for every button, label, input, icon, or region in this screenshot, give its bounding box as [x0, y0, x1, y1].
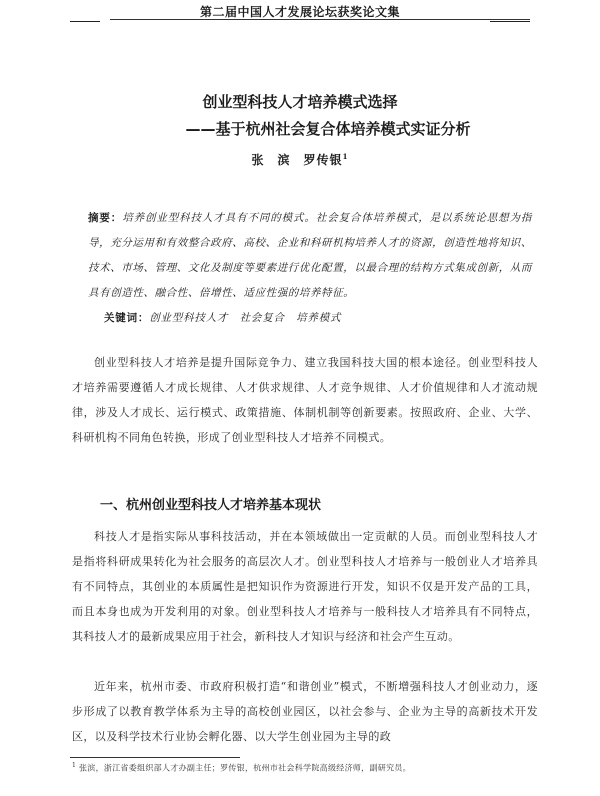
header-rule-left — [70, 21, 100, 22]
footnote-text: 张滨，浙江省委组织部人才办副主任；罗传银，杭州市社会科学院高级经济师，副研究员。 — [78, 763, 411, 773]
paper-subtitle: ——基于杭州社会复合体培养模式实证分析 — [185, 120, 471, 138]
paper-title: 创业型科技人才培养模式选择 — [202, 93, 398, 111]
footnote-mark: 1 — [72, 762, 77, 769]
footnote — [72, 762, 542, 774]
keywords-label: 关键词： — [104, 312, 150, 324]
running-header: 第二届中国人才发展论坛获奖论文集 — [199, 5, 400, 19]
body-paragraph-2: 科技人才是指实际从事科技活动，并在本领域做出一定贡献的人员。而创业型科技人才是指将科研成果转化为社会服务的高层次人才。创业型科技人才培养与一般创业人才培养具有不同特点，其创业的本质属性是把知识作为资源进行开发，知识不仅是开发产品的工具，而且本身也成为开发利用的对象。创业型科技人才培养与一般科技人才培养具有不同特点，其科技人才的最新成果应用于社会，新科技人才知识与经济和社会产生互动。 — [72, 530, 538, 643]
body-paragraph-3: 近年来，杭州市委、市政府积极打造“和谐创业”模式，不断增强科技人才创业动力，逐步形成了以教育教学体系为主导的高校创业园区，以社会参与、企业为主导的高新技术开发区，以及科学技术行业协会孵化器、以大学生创业园为主导的政 — [72, 680, 538, 743]
abstract — [88, 206, 532, 306]
author-footnote-mark: 1 — [342, 152, 349, 161]
header-rule-right — [490, 21, 530, 22]
section-heading-1: 一、杭州创业型科技人才培养基本现状 — [100, 498, 322, 513]
author-names: 张 滨 罗传银 — [251, 153, 343, 167]
authors — [0, 151, 600, 168]
footnote-rule — [70, 757, 240, 758]
keywords — [104, 310, 341, 325]
abstract-label: 摘要： — [88, 212, 123, 224]
body-paragraph-1: 创业型科技人才培养是提升国际竞争力、建立我国科技大国的根本途径。创业型科技人才培养需要遵循人才成长规律、人才供求规律、人才竞争规律、人才价值规律和人才流动规律，涉及人才成长、运行模式、政策措施、体制机制等创新要素。按照政府、企业、大学、科研机构不同角色转换，形成了创业型科技人才培养不同模式。 — [72, 356, 538, 444]
keywords-text: 创业型科技人才 社会复合 培养模式 — [149, 312, 342, 324]
abstract-text: 培养创业型科技人才具有不同的模式。社会复合体培养模式，是以系统论思想为指导，充分运用和有效整合政府、高校、企业和科研机构培养人才的资源，创造性地将知识、技术、市场、管理、文化及制度等要素进行优化配置，以最合理的结构方式集成创新，从而具有创造性、融合性、倍增性、适应性强的培养特征。 — [88, 212, 532, 299]
